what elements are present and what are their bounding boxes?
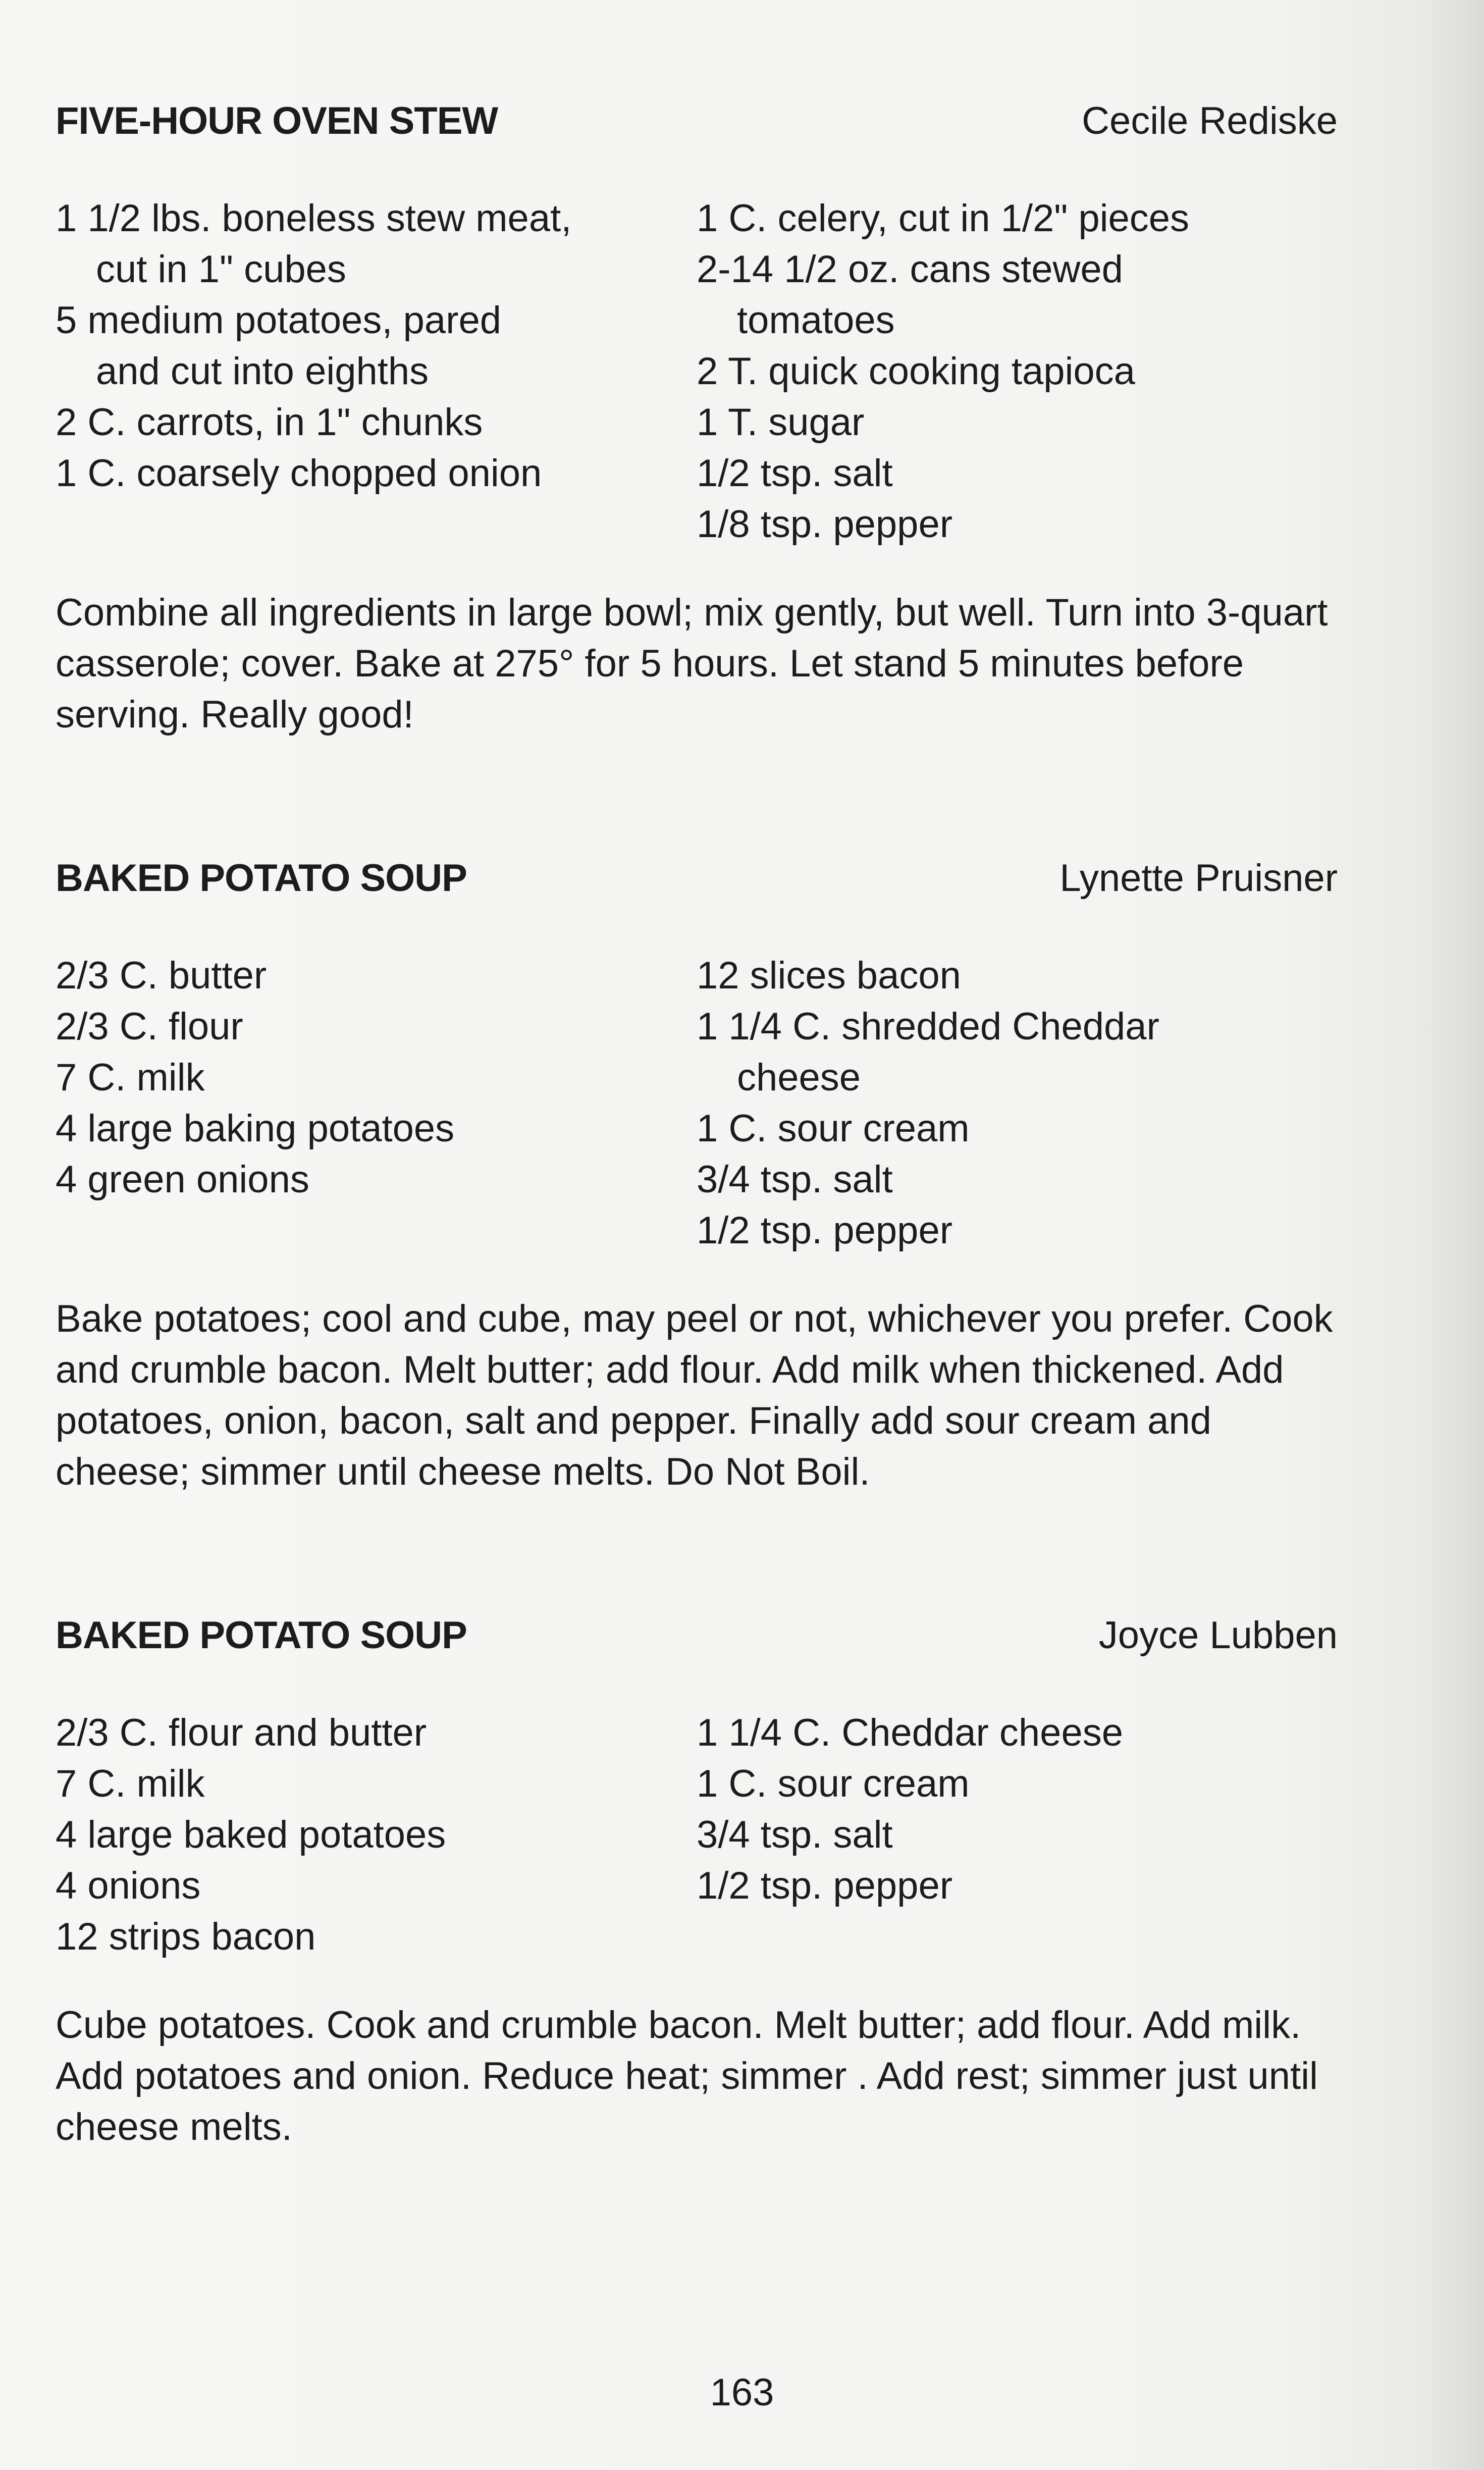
recipe-baked-potato-soup-pruisner: [56, 853, 1338, 1497]
ingredient-item: 7 C. milk: [56, 1762, 205, 1805]
recipe-author: Joyce Lubben: [1098, 1614, 1338, 1657]
ingredient-item: tomatoes: [737, 299, 895, 342]
ingredient-item: 1 C. sour cream: [697, 1107, 970, 1150]
recipe-title: BAKED POTATO SOUP: [56, 857, 467, 900]
ingredient-item: 1/8 tsp. pepper: [697, 503, 953, 546]
ingredient-item: 3/4 tsp. salt: [697, 1158, 893, 1201]
ingredient-column-right: [697, 1707, 1338, 1962]
ingredient-item: 3/4 tsp. salt: [697, 1813, 893, 1856]
ingredient-column-left: [56, 950, 697, 1256]
ingredient-item: 12 slices bacon: [697, 954, 961, 997]
recipe-title: FIVE-HOUR OVEN STEW: [56, 99, 498, 142]
ingredient-item: 1/2 tsp. salt: [697, 452, 893, 495]
ingredient-item: 2-14 1/2 oz. cans stewed: [697, 248, 1123, 291]
recipe-five-hour-oven-stew: [56, 96, 1338, 740]
recipe-baked-potato-soup-lubben: [56, 1610, 1338, 2152]
ingredient-item: 1 C. celery, cut in 1/2" pieces: [697, 197, 1190, 240]
ingredient-item: 2 T. quick cooking tapioca: [697, 350, 1135, 393]
ingredient-item: 5 medium potatoes, pared: [56, 299, 501, 342]
recipe-instructions: Bake potatoes; cool and cube, may peel or not, whichever you prefer. Cook and crumble bacon. Melt butter; add flour. Add milk when thickened. Add potatoes, onion, bacon, salt and pepper. Finally add sour cream and cheese; simmer until cheese melts. Do Not Boil.: [56, 1297, 1333, 1493]
ingredient-item: 2/3 C. butter: [56, 954, 267, 997]
ingredient-item: 1 T. sugar: [697, 401, 865, 444]
recipe-header: [56, 853, 1338, 904]
ingredient-item: 4 large baking potatoes: [56, 1107, 455, 1150]
recipe-instructions: Combine all ingredients in large bowl; mix gently, but well. Turn into 3-quart casserole; cover. Bake at 275° for 5 hours. Let stand 5 minutes before serving. Really good!: [56, 591, 1328, 736]
ingredient-item: 2 C. carrots, in 1" chunks: [56, 401, 483, 444]
ingredient-column-right: [697, 950, 1338, 1256]
recipe-author: Lynette Pruisner: [1059, 857, 1338, 900]
ingredient-item: 4 green onions: [56, 1158, 309, 1201]
recipe-instructions: Cube potatoes. Cook and crumble bacon. Melt butter; add flour. Add milk. Add potatoes and onion. Reduce heat; simmer . Add rest; simmer just until cheese melts.: [56, 2004, 1318, 2148]
recipe-header: [56, 96, 1338, 146]
ingredient-item: 1/2 tsp. pepper: [697, 1864, 953, 1907]
ingredient-item: 1/2 tsp. pepper: [697, 1209, 953, 1252]
ingredient-item: 1 1/4 C. Cheddar cheese: [697, 1711, 1123, 1754]
ingredient-item: 2/3 C. flour and butter: [56, 1711, 427, 1754]
ingredient-list: [56, 193, 1338, 550]
recipe-header: [56, 1610, 1338, 1661]
ingredient-item: 1 C. sour cream: [697, 1762, 970, 1805]
ingredient-item: 7 C. milk: [56, 1056, 205, 1099]
ingredient-item: 1 1/2 lbs. boneless stew meat,: [56, 197, 572, 240]
recipe-author: Cecile Rediske: [1082, 99, 1338, 142]
ingredient-item: and cut into eighths: [96, 350, 429, 393]
ingredient-item: cut in 1" cubes: [96, 248, 346, 291]
recipe-title: BAKED POTATO SOUP: [56, 1614, 467, 1657]
ingredient-column-right: [697, 193, 1338, 550]
ingredient-item: cheese: [737, 1056, 861, 1099]
ingredient-list: [56, 950, 1338, 1256]
ingredient-column-left: [56, 193, 697, 550]
ingredient-item: 4 onions: [56, 1864, 201, 1907]
ingredient-list: [56, 1707, 1338, 1962]
ingredient-item: 4 large baked potatoes: [56, 1813, 446, 1856]
ingredient-item: 12 strips bacon: [56, 1915, 316, 1958]
ingredient-item: 1 1/4 C. shredded Cheddar: [697, 1005, 1159, 1048]
ingredient-item: 1 C. coarsely chopped onion: [56, 452, 542, 495]
ingredient-column-left: [56, 1707, 697, 1962]
page-number: 163: [710, 2371, 774, 2414]
ingredient-item: 2/3 C. flour: [56, 1005, 243, 1048]
